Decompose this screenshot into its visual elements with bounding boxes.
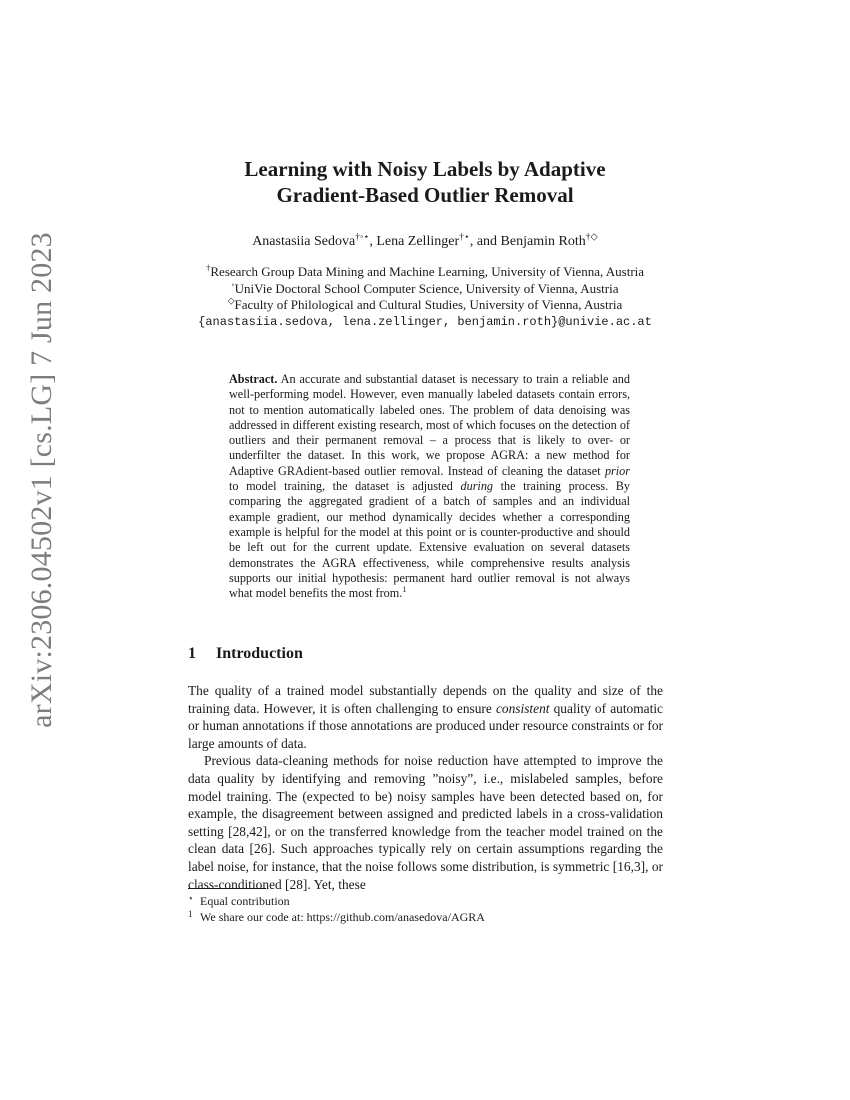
- abstract-text-2: to model training, the dataset is adjusted: [229, 479, 461, 494]
- section-title: Introduction: [216, 645, 303, 662]
- section-number: 1: [188, 645, 196, 662]
- affiliations: [160, 264, 690, 330]
- title-line-2: Gradient-Based Outlier Removal: [276, 183, 574, 207]
- footnote-equal-contribution: [188, 893, 663, 909]
- footnote-code: [188, 909, 663, 925]
- arxiv-stamp: [14, 232, 70, 728]
- footnote-mark: ⋆: [188, 893, 194, 903]
- abstract-text-1: An accurate and substantial dataset is necessary to train a reliable and well-performing model. However, even manually labeled datasets contain errors, not to mention automatically labeled ones. The problem of data denoising was addressed in different existing research, most of which focuses on the detection of outliers and their permanent removal – a process that is likely to over- or underfilter the dataset. In this work, we propose AGRA: a new method for Adaptive GRAdient-based outlier removal. Instead of cleaning the dataset: [229, 372, 630, 478]
- abstract-emph-prior: prior: [604, 463, 630, 478]
- author-emails: {anastasiia.sedova, lena.zellinger, benjamin.roth}@univie.ac.at: [198, 314, 652, 329]
- intro-paragraph-1: [188, 682, 663, 752]
- author-roth: , and Benjamin Roth: [469, 234, 586, 249]
- intro-paragraph-2: Previous data-cleaning methods for noise reduction have attempted to improve the data quality by identifying and removing ”noisy”, i.e., mislabeled samples, before model training. The (expected to be) noisy samples have been detected based on, for example, the disagreement between assigned and predicted labels in a cross-validation setting [28,42], or on the transferred knowledge from the teacher model trained on the clean data [26]. Such approaches typically rely on certain assumptions regarding the label noise, for instance, that the noise follows some distribution, is symmetric [16,3], or class-conditioned [28]. Yet, these: [188, 753, 663, 892]
- affiliation-1: [160, 264, 690, 281]
- affiliation-3-mark: ◇: [227, 295, 235, 306]
- arxiv-identifier: arXiv:2306.04502v1 [cs.LG] 7 Jun 2023: [25, 232, 58, 728]
- affiliation-2-mark: ◦: [231, 279, 235, 290]
- footnote-mark: 1: [188, 909, 193, 919]
- section-heading: [188, 645, 303, 663]
- abstract: [229, 372, 630, 601]
- intro-p1-emph: consistent: [495, 700, 550, 716]
- affiliation-1-mark: †: [205, 262, 211, 273]
- affiliation-2-text: UniVie Doctoral School Computer Science, University of Vienna, Austria: [234, 280, 619, 296]
- author-sedova-marks: †◦⋆: [355, 232, 370, 243]
- intro-p1-text-b: quality of automatic or human annotations if those annotations are produced under resource constraints or for large amounts of data.: [188, 700, 663, 751]
- footnote-text: We share our code at: https://github.com/anasedova/AGRA: [200, 910, 485, 924]
- affiliation-2: [160, 281, 690, 298]
- affiliation-3: [160, 297, 690, 314]
- abstract-footnote-mark: 1: [402, 585, 407, 595]
- abstract-emph-during: during: [460, 479, 494, 494]
- footnotes: [188, 893, 663, 925]
- paper-title: [180, 156, 670, 208]
- affiliation-3-text: Faculty of Philological and Cultural Studies, University of Vienna, Austria: [234, 297, 623, 312]
- author-list: [180, 234, 670, 250]
- author-roth-marks: †◇: [585, 232, 598, 243]
- affiliation-1-text: Research Group Data Mining and Machine Learning, University of Vienna, Austria: [210, 264, 645, 279]
- footnote-rule: [188, 888, 266, 889]
- title-line-1: Learning with Noisy Labels by Adaptive: [244, 157, 606, 181]
- footnote-text: Equal contribution: [200, 894, 290, 908]
- abstract-label: Abstract.: [229, 372, 278, 386]
- author-sedova: Anastasiia Sedova: [252, 234, 356, 249]
- author-zellinger-marks: †⋆: [459, 232, 470, 243]
- introduction-body: [188, 682, 663, 893]
- abstract-text-3: the training process. By comparing the aggregated gradient of a batch of samples and an individual example gradient, our method dynamically decides whether a corresponding example is helpful for the model at this point or is counter-productive and should be left out for the current update. Extensive evaluation on several datasets demonstrates the AGRA effectiveness, while comprehensive results analysis supports our initial hypothesis: permanent hard outlier removal is not always what model benefits the most from.: [229, 479, 630, 601]
- author-zellinger: , Lena Zellinger: [369, 234, 460, 249]
- intro-p1-text-a: The quality of a trained model substantially depends on the quality and size of the training data. However, it is often challenging to ensure: [188, 683, 663, 716]
